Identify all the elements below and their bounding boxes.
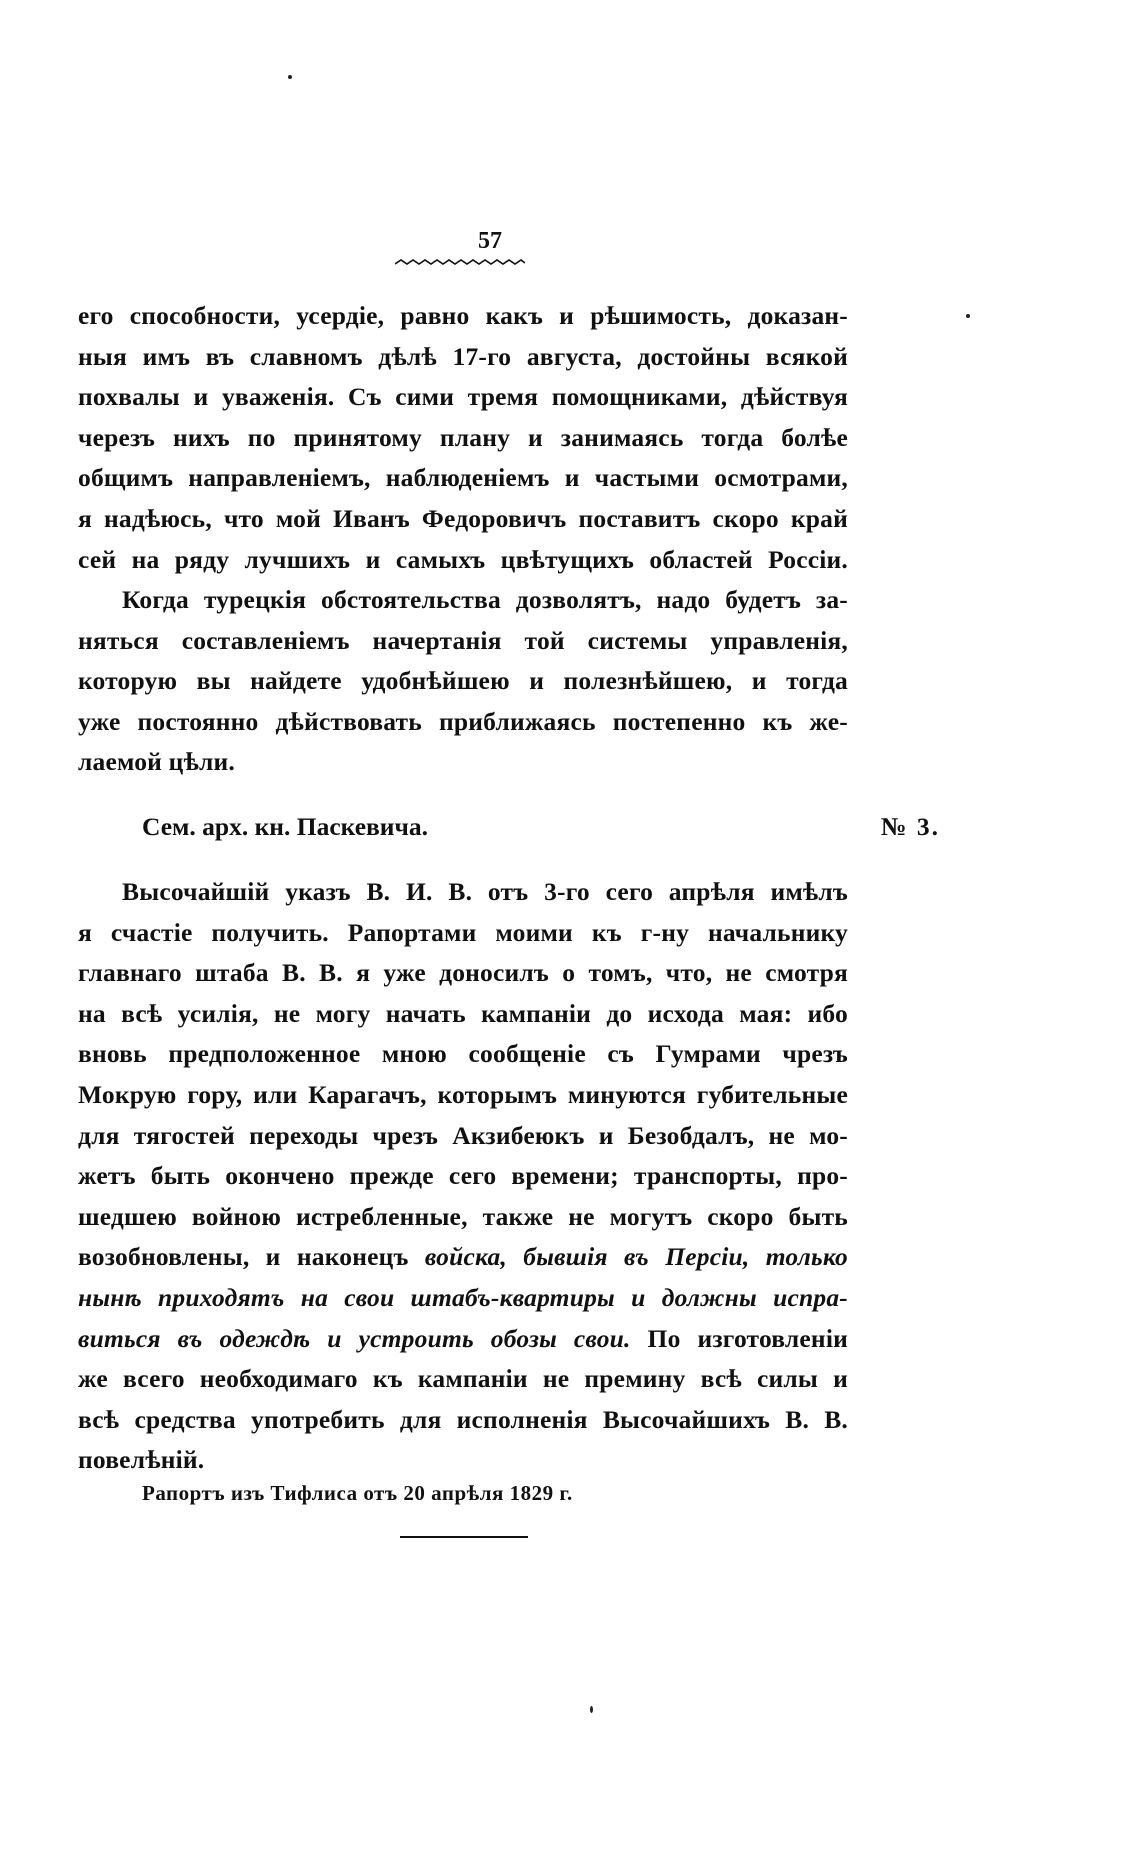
text-line: же всего необходимаго къ кампаніи не премину всѣ силы и bbox=[78, 1364, 848, 1394]
paragraph-2 bbox=[78, 580, 848, 783]
italic-fragment: виться въ одеждѣ и устроить обозы свои. bbox=[78, 1323, 631, 1353]
text-line bbox=[78, 1319, 848, 1360]
ink-speck bbox=[590, 1706, 593, 1713]
paragraph-3 bbox=[78, 872, 848, 1481]
text-line: я счастіе получить. Рапортами моими къ г-ну начальнику bbox=[78, 917, 848, 947]
text-line: уже постоянно дѣйствовать приближаясь постепенно къ же- bbox=[78, 706, 848, 736]
text-fragment: По изготовленіи bbox=[630, 1323, 848, 1353]
text-line: ныя имъ въ славномъ дѣлѣ 17-го августа, достойны всякой bbox=[78, 341, 848, 371]
text-line: похвалы и уваженія. Съ сими тремя помощниками, дѣйствуя bbox=[78, 382, 848, 412]
ink-speck bbox=[966, 314, 970, 318]
closing-rule bbox=[400, 1536, 528, 1538]
text-line: лаемой цѣли. bbox=[78, 747, 235, 777]
text-line: главнаго штаба В. В. я уже доносилъ о томъ, что, не смотря bbox=[78, 958, 848, 988]
text-line: я надѣюсь, что мой Иванъ Федоровичъ поставитъ скоро край bbox=[78, 503, 848, 533]
archive-source: Сем. арх. кн. Паскевича. bbox=[142, 812, 428, 841]
italic-fragment: войска, бывшія въ Персіи, только bbox=[424, 1242, 848, 1272]
text-line: его способности, усердіе, равно какъ и рѣшимость, доказан- bbox=[78, 301, 848, 330]
document-heading bbox=[78, 812, 940, 852]
document-number: № 3. bbox=[880, 812, 940, 841]
text-line: повелѣній. bbox=[78, 1445, 205, 1475]
text-line: Мокрую гору, или Карагачъ, которымъ минуются губительные bbox=[78, 1079, 848, 1109]
ink-speck bbox=[288, 75, 292, 79]
text-line: сей на ряду лучшихъ и самыхъ цвѣтущихъ областей Россіи. bbox=[78, 544, 848, 574]
paragraph-1 bbox=[78, 296, 848, 580]
text-line: общимъ направленіемъ, наблюденіемъ и частыми осмотрами, bbox=[78, 463, 848, 493]
text-line: нынѣ приходятъ на свои штабъ-квартиры и должны испра- bbox=[78, 1282, 848, 1312]
text-line: Высочайшій указъ В. И. В. отъ 3-го сего апрѣля имѣлъ bbox=[122, 877, 848, 906]
text-line: Когда турецкія обстоятельства дозволятъ, надо будетъ за- bbox=[122, 585, 848, 614]
page-number: 57 bbox=[478, 228, 502, 254]
text-line: всѣ средства употребить для исполненія Высочайшихъ В. В. bbox=[78, 1404, 848, 1434]
text-line: на всѣ усилія, не могу начать кампаніи до исхода мая: ибо bbox=[78, 998, 848, 1028]
text-line: шедшею войною истребленные, также не могутъ скоро быть bbox=[78, 1201, 848, 1231]
text-line: черезъ нихъ по принятому плану и занимаясь тогда болѣе bbox=[78, 422, 848, 452]
text-fragment: возобновлены, и наконецъ bbox=[78, 1242, 425, 1272]
text-line: жетъ быть окончено прежде сего времени; транспорты, про- bbox=[78, 1161, 848, 1191]
text-line: няться составленіемъ начертанія той системы управленія, bbox=[78, 625, 848, 655]
text-line: вновь предположенное мною сообщеніе съ Гумрами чрезъ bbox=[78, 1039, 848, 1069]
text-line bbox=[78, 1237, 848, 1278]
source-note: Рапортъ изъ Тифлиса отъ 20 апрѣля 1829 г. bbox=[142, 1481, 573, 1505]
page-number-ornament bbox=[395, 258, 525, 268]
text-line: для тягостей переходы чрезъ Акзибеюкъ и Безобдалъ, не мо- bbox=[78, 1120, 848, 1150]
text-line: которую вы найдете удобнѣйшею и полезнѣйшею, и тогда bbox=[78, 666, 848, 696]
